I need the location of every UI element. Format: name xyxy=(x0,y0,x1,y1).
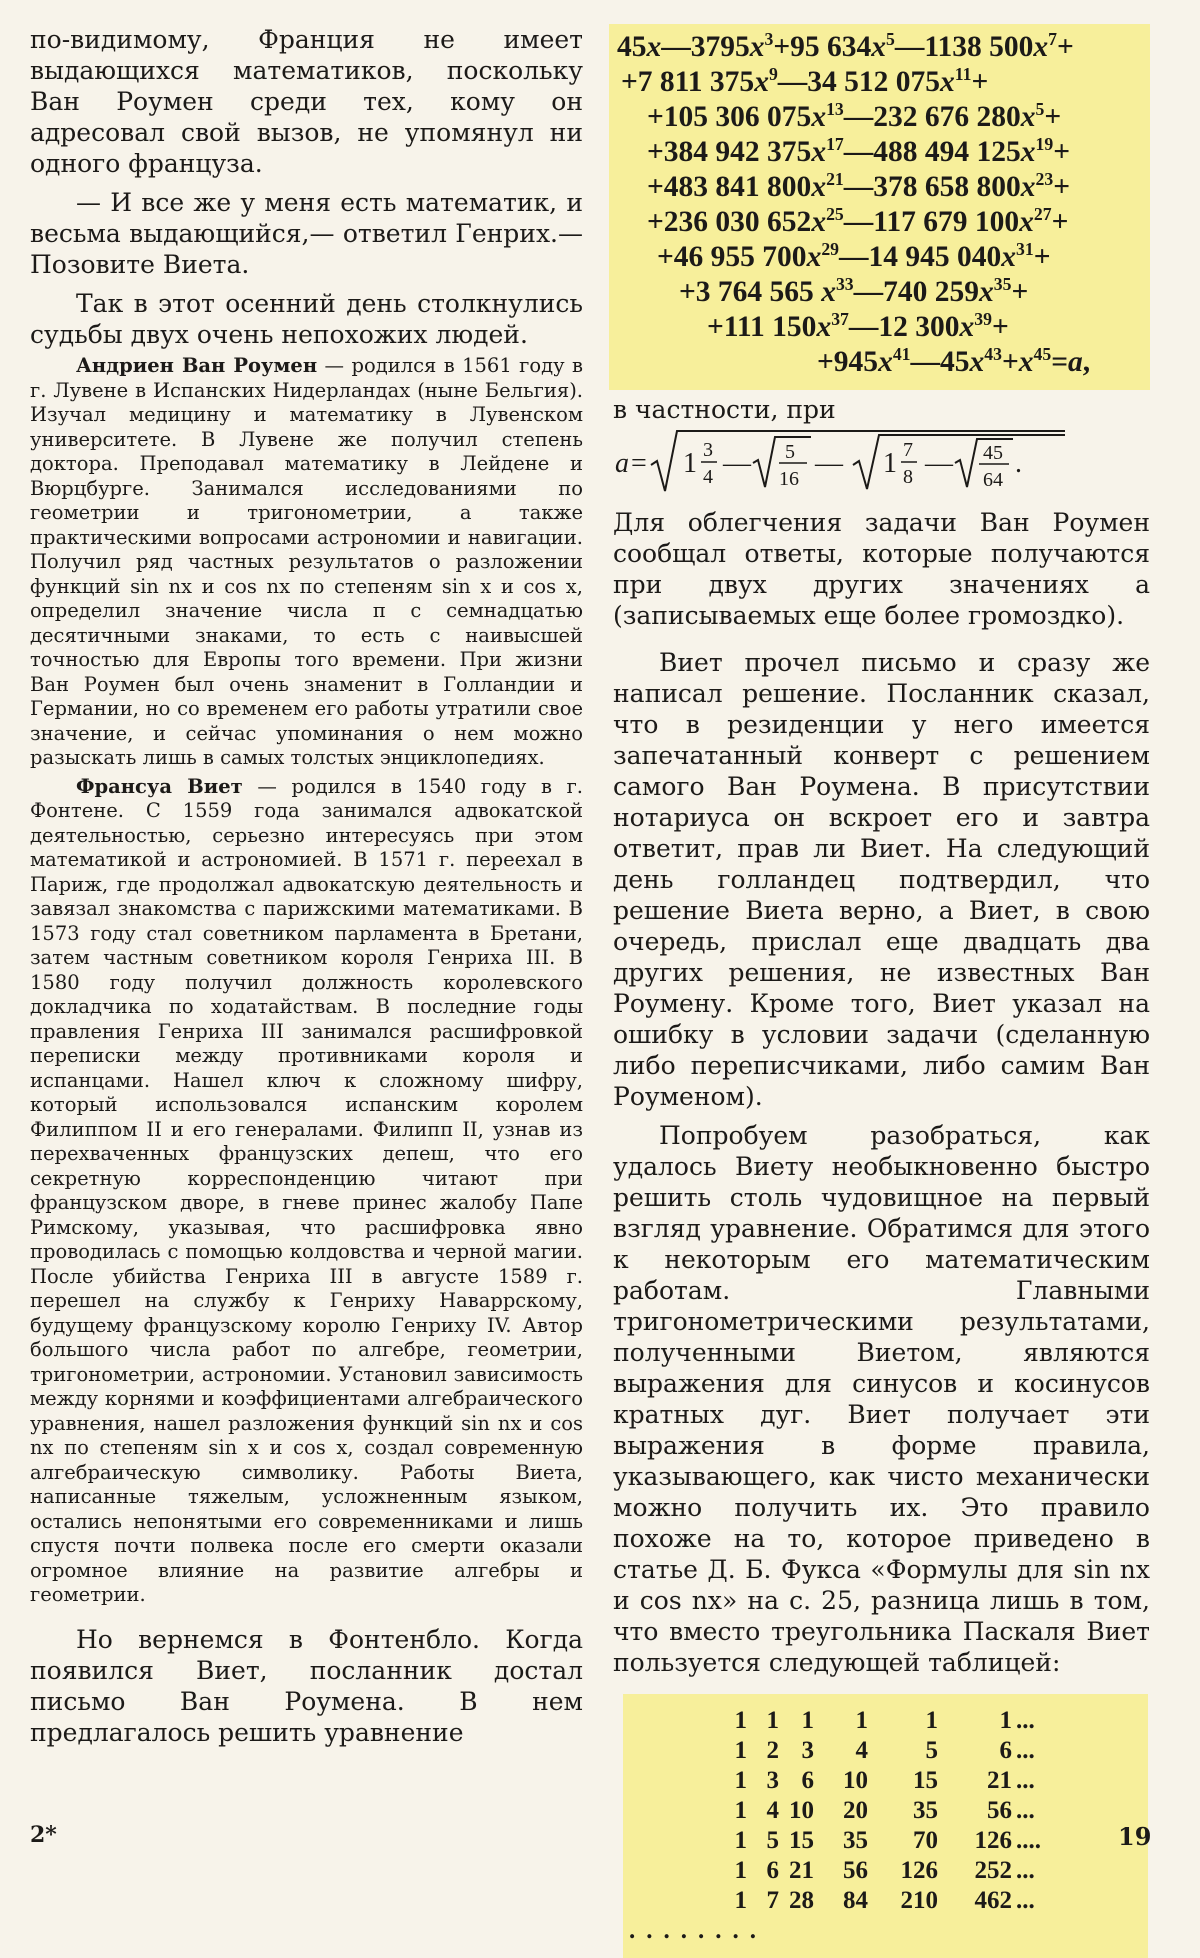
table-cell: 6 xyxy=(766,1857,779,1884)
paragraph: в частности, при xyxy=(613,395,836,424)
table-cell: 210 xyxy=(900,1887,938,1914)
table-cell: ... xyxy=(1016,1767,1035,1794)
table-cell: 1 xyxy=(734,1827,747,1854)
bio-viete xyxy=(30,775,583,1608)
table-cell: 10 xyxy=(789,1797,814,1824)
formula-den: 8 xyxy=(903,466,913,488)
bio-van-roomen xyxy=(30,354,583,771)
paragraph: Так в этот осенний день столкнулись судьбы двух очень непохожих людей. xyxy=(30,289,583,349)
formula-den: 64 xyxy=(983,469,1003,491)
bio-text: — родился в 1561 году в г. Лувене в Испанских Нидерландах (ныне Бельгия). Изучал медицину и математику в Лувенском университете. В Лувене же получил степень доктора. Преподавал математику в Лейдене и Вюрцбурге. Занимался исследованиями по геометрии и тригонометрии, а также практическими вопросами астрономии и навигации. Получил ряд частных результатов о разложении функций sin nx и cos nx по степеням sin x и cos x, определил значение числа π с семнадцатью десятичными знаками, то есть с наивысшей точностью для Европы того времени. При жизни Ван Роумен был очень знаменит в Голландии и Германии, но со временем его работы утратили свое значение, и сейчас упоминания о нем можно разыскать лишь в самых толстых энциклопедиях. xyxy=(30,354,584,769)
table-row xyxy=(715,1796,1056,1826)
table-cell: 3 xyxy=(801,1737,814,1764)
paragraph: Попробуем разобраться, как удалось Виету необыкновенно быстро решить столь чудовищное на первый взгляд уравнение. Обратимся для этого к некоторым его математическим работам. Главными тригонометрическими результатами, полученными Виетом, являются выражения для синусов и косинусов кратных дуг. Виет получает эти выражения в форме правила, указывающего, как чисто механически можно получить их. Это правило похоже на то, которое приведено в статье Д. Б. Фукса «Формулы для sin nx и cos nx» на с. 25, разница лишь в том, что вместо треугольника Паскаля Виет пользуется следующей таблицей: xyxy=(613,1121,1150,1677)
signature-mark: 2* xyxy=(30,1822,57,1848)
equation-line: $+945x^{41}—45x^{43}+x^{45}=a$, xyxy=(817,344,1091,378)
formula-minus: — xyxy=(815,448,843,479)
table-cell: 252 xyxy=(974,1857,1012,1884)
table-cell: 20 xyxy=(843,1797,868,1824)
formula-num: 3 xyxy=(703,439,713,461)
table-cell: 462 xyxy=(974,1887,1012,1914)
equation-line: +3 764 565 $x^{33}—740$ $259x^{35}+$ xyxy=(679,274,1029,308)
paragraph: по-видимому, Франция не имеет выдающихся математиков, поскольку Ван Роумен среди тех, кому он адресовал свой вызов, не упомянул ни одного француза. xyxy=(30,25,583,178)
table-cell: 56 xyxy=(843,1857,868,1884)
table-cell: 5 xyxy=(766,1827,779,1854)
table-cell: 7 xyxy=(766,1887,779,1914)
table-cell: 1 xyxy=(801,1707,814,1734)
table-row xyxy=(715,1886,1056,1916)
table-cell: 1 xyxy=(855,1707,868,1734)
paragraph: Для облегчения задачи Ван Роумен сообщал ответы, которые получаются при двух других значениях a (записываемых еще более громоздко). xyxy=(613,508,1150,630)
table-cell: 4 xyxy=(766,1797,779,1824)
table-cell: 70 xyxy=(913,1827,938,1854)
table-cell: ... xyxy=(1016,1797,1035,1824)
paragraph: — И все же у меня есть математик, и весьма выдающийся,— ответил Генрих.— Позовите Виета. xyxy=(30,188,583,279)
formula-num: 45 xyxy=(983,442,1003,464)
table-cell: 15 xyxy=(789,1827,814,1854)
viete-table xyxy=(715,1706,1056,1916)
table-cell: 4 xyxy=(855,1737,868,1764)
left-column xyxy=(30,24,583,1748)
formula-minus: — xyxy=(925,448,953,479)
table-cell: ... xyxy=(1016,1707,1035,1734)
formula-eq: = xyxy=(631,448,647,479)
table-cell: 1 xyxy=(999,1707,1012,1734)
equation-box xyxy=(609,24,1150,390)
equation-line: +384 942 $375x^{17}—488$ 494 $125x^{19}+$ xyxy=(647,134,1070,168)
table-cell: 126 xyxy=(900,1857,938,1884)
table-cell: 3 xyxy=(766,1767,779,1794)
equation-line: +105 306 $075x^{13}—232$ 676 $280x^5+$ xyxy=(647,99,1062,133)
formula-a xyxy=(613,425,1150,503)
table-cell: 21 xyxy=(987,1767,1012,1794)
table-cell: ... xyxy=(1016,1737,1035,1764)
bio-text: — родился в 1540 году в г. Фонтене. С 1559 года занимался адвокатской деятельностью, серьезно интересуясь при этом математикой и астрономией. В 1571 г. переехал в Париж, где продолжал адвокатскую деятельность и завязал знакомства с парижскими математиками. В 1573 году стал советником парламента в Бретани, затем частным советником короля Генриха III. В 1580 году получил должность королевского докладчика по ходатайствам. В последние годы правления Генриха III занимался расшифровкой переписки между противниками короля и испанцами. Нашел ключ к сложному шифру, который использовался испанским королем Филиппом II и его генералами. Филипп II, узнав из перехваченных французских депеш, что его секретную корреспонденцию читают при французском дворе, в гневе принес жалобу Папе Римскому, указывая, что расшифровка явно проводилась с помощью колдовства и черной магии. После убийства Генриха III в августе 1589 г. перешел на службу к Генриху Наваррскому, будущему французскому королю Генриху IV. Автор большого числа работ по алгебре, геометрии, тригонометрии, астрономии. Установил зависимость между корнями и коэффициентами алгебраического уравнения, нашел разложения функций sin nx и cos nx по степеням sin x и cos x, создал современную алгебраическую символику. Работы Виета, написанные тяжелым, усложненным языком, остались непонятыми его современниками и лишь спустя почти полвека после его смерти оказали огромное влияние на развитие алгебры и геометрии. xyxy=(30,774,583,1606)
table-cell: 84 xyxy=(843,1887,868,1914)
table-row xyxy=(715,1766,1056,1796)
table-cell: .... xyxy=(1016,1827,1041,1854)
table-cell: 1 xyxy=(766,1707,779,1734)
formula-var: a xyxy=(615,448,629,479)
table-cell: 15 xyxy=(913,1767,938,1794)
formula-den: 4 xyxy=(703,466,713,488)
table-cell: 1 xyxy=(734,1737,747,1764)
bio-name: Андриен Ван Роумен xyxy=(76,354,318,377)
table-cell: 1 xyxy=(734,1797,747,1824)
formula-minus: — xyxy=(723,448,751,479)
bio-name: Франсуа Виет xyxy=(76,774,243,798)
table-cell: 35 xyxy=(843,1827,868,1854)
equation-line: +111 $150x^{37}—12$ $300x^{39}+$ xyxy=(707,309,1009,343)
table-row xyxy=(715,1856,1056,1886)
table-cell: 1 xyxy=(925,1707,938,1734)
table-cell: 1 xyxy=(734,1707,747,1734)
formula-dot: . xyxy=(1015,448,1022,479)
table-cell: ... xyxy=(1016,1887,1035,1914)
table-cell: 10 xyxy=(843,1767,868,1794)
paragraph: Виет прочел письмо и сразу же написал решение. Посланник сказал, что в резиденции у него имеется запечатанный конверт с решением самого Ван Роумена. В присутствии нотариуса он вскроет его и завтра ответит, прав ли Виет. На следующий день голландец подтвердил, что решение Виета верно, а Виет, в свою очередь, прислал еще двадцать два других решения, не известных Ван Роумену. Кроме того, Виет указал на ошибку в условии задачи (сделанную либо переписчиками, либо самим Ван Роуменом). xyxy=(613,648,1150,1111)
formula-one: 1 xyxy=(683,448,697,479)
table-dots: ........ xyxy=(629,1917,767,1944)
table-row xyxy=(715,1826,1056,1856)
table-cell: 1 xyxy=(734,1767,747,1794)
table-cell: 126 xyxy=(974,1827,1012,1854)
table-row xyxy=(715,1736,1056,1766)
formula-one: 1 xyxy=(883,448,897,479)
right-column xyxy=(613,24,1150,1958)
equation-line: +236 030 $652x^{25}—117$ 679 $100x^{27}+$ xyxy=(647,204,1069,238)
equation-line: +7 811 $375x^9—34$ 512 $075x^{11}+$ xyxy=(621,64,989,98)
paragraph: Но вернемся в Фонтенбло. Когда появился Виет, посланник достал письмо Ван Роумена. В нем предлагалось решить уравнение xyxy=(30,1624,583,1747)
table-cell: 1 xyxy=(734,1887,747,1914)
table-cell: 1 xyxy=(734,1857,747,1884)
formula-num: 7 xyxy=(903,439,913,461)
table-cell: ... xyxy=(1016,1857,1035,1884)
table-cell: 35 xyxy=(913,1797,938,1824)
table-cell: 21 xyxy=(789,1857,814,1884)
page-number: 19 xyxy=(1118,1822,1152,1851)
table-cell: 6 xyxy=(999,1737,1012,1764)
table-cell: 28 xyxy=(789,1887,814,1914)
equation-line: $45x—3795x^3+95$ $634x^5—1138$ $500x^7+$ xyxy=(617,29,1074,63)
formula-den: 16 xyxy=(779,468,799,490)
equation-line: +46 955 $700x^{29}—14$ 945 $040x^{31}+$ xyxy=(657,239,1051,273)
table-row xyxy=(715,1706,1056,1736)
table-cell: 6 xyxy=(801,1767,814,1794)
table-cell: 5 xyxy=(925,1737,938,1764)
formula-num: 5 xyxy=(785,441,795,463)
table-cell: 56 xyxy=(987,1797,1012,1824)
viete-table-box xyxy=(623,1694,1148,1958)
table-cell: 2 xyxy=(766,1737,779,1764)
equation-line: +483 841 $800x^{21}—378$ 658 $800x^{23}+$ xyxy=(647,169,1070,203)
